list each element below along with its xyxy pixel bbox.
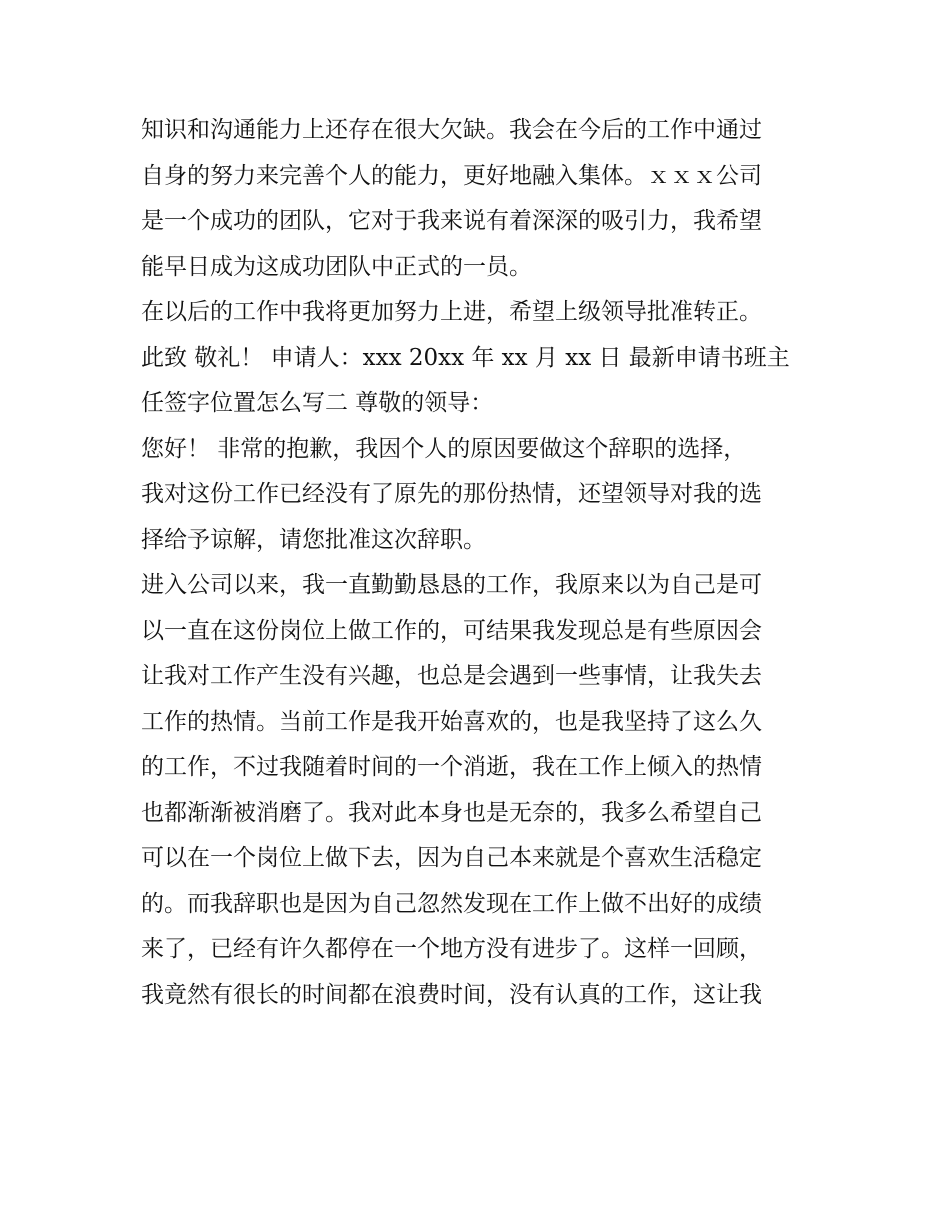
text-line: 我对这份工作已经没有了原先的那份热情，还望领导对我的选 [141, 481, 762, 507]
text-line: 能早日成为这成功团队中正式的一员。 [141, 253, 532, 280]
text-line: 的工作，不过我随着时间的一个消逝，我在工作上倾入的热情 [141, 754, 762, 780]
text-line: 自身的努力来完善个人的能力，更好地融入集体。ｘｘｘ公司 [141, 162, 762, 189]
text-line: 我竟然有很长的时间都在浪费时间，没有认真的工作，这让我 [141, 981, 762, 1008]
text-line: 让我对工作产生没有兴趣，也总是会遇到一些事情，让我失去 [141, 663, 762, 689]
text-line: 知识和沟通能力上还存在很大欠缺。我会在今后的工作中通过 [141, 117, 762, 143]
text-line: 此致 敬礼！ 申请人：xxx 20xx 年 xx 月 xx 日 最新申请书班主 [141, 344, 790, 371]
text-line: 您好！ 非常的抱歉，我因个人的原因要做这个辞职的选择， [141, 435, 747, 462]
text-line: 可以在一个岗位上做下去，因为自己本来就是个喜欢生活稳定 [141, 845, 762, 871]
text-line: 进入公司以来，我一直勤勤恳恳的工作，我原来以为自己是可 [141, 572, 762, 598]
text-line: 也都渐渐被消磨了。我对此本身也是无奈的，我多么希望自己 [141, 799, 762, 826]
text-line: 工作的热情。当前工作是我开始喜欢的，也是我坚持了这么久 [141, 708, 762, 735]
text-line: 在以后的工作中我将更加努力上进，希望上级领导批准转正。 [141, 299, 762, 325]
text-line: 择给予谅解，请您批准这次辞职。 [141, 526, 486, 553]
text-line: 以一直在这份岗位上做工作的，可结果我发现总是有些原因会 [141, 617, 762, 644]
text-line: 是一个成功的团队，它对于我来说有着深深的吸引力，我希望 [141, 208, 762, 234]
document-body [141, 108, 821, 1018]
text-line: 的。而我辞职也是因为自己忽然发现在工作上做不出好的成绩 [141, 890, 762, 917]
text-line: 来了，已经有许久都停在一个地方没有进步了。这样一回顾， [141, 936, 762, 962]
text-line: 任签字位置怎么写二 尊敬的领导： [141, 390, 494, 416]
